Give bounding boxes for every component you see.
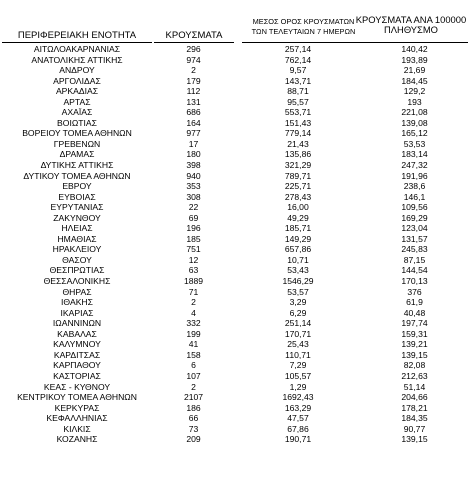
cell-region: ΔΡΑΜΑΣ: [59, 149, 95, 160]
cell-avg7: 190,71: [284, 434, 312, 445]
header-region: ΠΕΡΙΦΕΡΕΙΑΚΗ ΕΝΟΤΗΤΑ: [17, 30, 137, 41]
cell-region: ΔΥΤΙΚΗΣ ΑΤΤΙΚΗΣ: [40, 160, 114, 171]
cell-region: ΚΕΝΤΡΙΚΟΥ ΤΟΜΕΑ ΑΘΗΝΩΝ: [17, 392, 137, 403]
cell-avg7: 170,71: [284, 328, 312, 339]
cell-cases: 353: [186, 181, 201, 192]
cell-per100k: 146,1: [403, 191, 426, 202]
cell-region: ΕΥΡΥΤΑΝΙΑΣ: [50, 202, 104, 213]
cell-cases: 164: [186, 117, 201, 128]
cell-cases: 73: [188, 423, 199, 434]
cell-avg7: 110,71: [285, 349, 311, 360]
cell-region: ΗΜΑΘΙΑΣ: [57, 233, 97, 244]
table-row: [2, 244, 468, 255]
cell-avg7: 47,57: [287, 413, 309, 424]
cell-avg7: 9,57: [289, 65, 307, 76]
cases-table-sheet: [2, 6, 468, 445]
cell-per100k: 90,77: [403, 423, 426, 434]
cell-per100k: 139,15: [401, 349, 428, 360]
cell-avg7: 88,71: [287, 86, 309, 97]
cell-avg7: 95,57: [287, 96, 309, 107]
table-row: [2, 86, 468, 97]
header-underline-per100k: [354, 42, 468, 43]
table-row: [2, 44, 468, 55]
header-underline-cases: [154, 42, 234, 43]
cell-avg7: 21,43: [287, 138, 309, 149]
header-per100k: [354, 15, 468, 35]
cell-region: ΑΡΚΑΔΙΑΣ: [55, 86, 99, 97]
cell-avg7: 10,71: [287, 254, 309, 265]
cell-per100k: 139,15: [401, 434, 428, 445]
cell-per100k: 197,74: [401, 318, 428, 329]
cell-per100k: 82,08: [403, 360, 426, 371]
cell-avg7: 185,71: [284, 223, 312, 234]
cell-avg7: 1546,29: [282, 276, 314, 287]
cell-cases: 296: [186, 44, 201, 54]
header-avg7: [240, 17, 367, 37]
table-row: [2, 118, 468, 129]
cell-avg7: 657,86: [284, 244, 312, 255]
cell-per100k: 193: [407, 96, 422, 107]
cell-region: ΚΟΖΑΝΗΣ: [56, 434, 98, 445]
cell-region: ΚΕΑΣ - ΚΥΘΝΟΥ: [43, 381, 111, 392]
cell-region: ΕΥΒΟΙΑΣ: [58, 191, 96, 202]
cell-region: ΑΡΤΑΣ: [63, 96, 91, 107]
header-underline-avg7: [242, 42, 365, 43]
cell-region: ΒΟΡΕΙΟΥ ΤΟΜΕΑ ΑΘΗΝΩΝ: [22, 128, 132, 139]
cell-cases: 180: [186, 149, 201, 160]
cell-region: ΔΥΤΙΚΟΥ ΤΟΜΕΑ ΑΘΗΝΩΝ: [23, 170, 131, 181]
cell-per100k: 169,29: [401, 212, 428, 223]
header-underline-region: [2, 42, 152, 43]
header-per100k-line2: ΠΛΗΘΥΣΜΟ: [384, 24, 438, 35]
table-row: [2, 329, 468, 340]
cell-avg7: 779,14: [284, 128, 312, 139]
cell-cases: 185: [186, 233, 201, 244]
cell-per100k: 139,08: [401, 117, 428, 128]
header-per100k-line1: ΚΡΟΥΣΜΑΤΑ ΑΝΑ 100000: [355, 14, 467, 25]
cell-per100k: 40,48: [403, 307, 426, 318]
cell-region: ΙΩΑΝΝΙΝΩΝ: [52, 318, 102, 329]
header-cases: ΚΡΟΥΣΜΑΤΑ: [165, 30, 223, 41]
table-row: [2, 160, 468, 171]
cell-avg7: 553,71: [284, 107, 312, 118]
cell-per100k: 238,6: [403, 181, 426, 192]
cell-cases: 2107: [183, 392, 204, 403]
cell-avg7: 25,43: [287, 339, 309, 350]
cell-region: ΚΑΣΤΟΡΙΑΣ: [53, 370, 101, 381]
table-row: [2, 392, 468, 403]
cell-region: ΗΛΕΙΑΣ: [61, 223, 93, 234]
table-row: [2, 371, 468, 382]
cell-region: ΑΝΑΤΟΛΙΚΗΣ ΑΤΤΙΚΗΣ: [31, 54, 123, 65]
table-row: [2, 339, 468, 350]
cell-per100k: 178,21: [401, 402, 428, 413]
cell-cases: 1889: [183, 276, 204, 287]
table-row: [2, 128, 468, 139]
cell-avg7: 3,29: [289, 297, 307, 308]
cell-cases: 199: [186, 328, 201, 339]
cell-per100k: 144,54: [401, 265, 428, 276]
table-row: [2, 276, 468, 287]
cell-avg7: 49,29: [287, 212, 309, 223]
cell-region: ΚΕΡΚΥΡΑΣ: [54, 402, 100, 413]
cell-cases: 2: [191, 65, 196, 76]
cell-region: ΒΟΙΩΤΙΑΣ: [57, 117, 97, 128]
cell-avg7: 6,29: [289, 307, 307, 318]
cell-avg7: 105,57: [284, 370, 312, 381]
table-row: [2, 202, 468, 213]
cell-cases: 17: [188, 138, 199, 149]
cell-region: ΘΑΣΟΥ: [62, 254, 92, 265]
cell-per100k: 139,21: [401, 339, 428, 350]
header-avg7-line2: ΤΩΝ ΤΕΛΕΥΤΑΙΩΝ 7 ΗΜΕΡΩΝ: [251, 27, 356, 36]
cell-cases: 131: [186, 96, 201, 107]
cell-cases: 977: [186, 128, 201, 139]
table-row: [2, 382, 468, 393]
table-row: [2, 265, 468, 276]
cell-cases: 41: [188, 339, 199, 350]
table-row: [2, 139, 468, 150]
table-row: [2, 255, 468, 266]
table-row: [2, 149, 468, 160]
cell-avg7: 53,57: [287, 286, 309, 297]
cell-region: ΓΡΕΒΕΝΩΝ: [53, 138, 101, 149]
cell-cases: 332: [186, 318, 201, 329]
cell-region: ΙΘΑΚΗΣ: [61, 297, 93, 308]
cell-per100k: 21,69: [403, 65, 426, 76]
cell-region: ΑΙΤΩΛΟΑΚΑΡΝΑΝΙΑΣ: [33, 44, 121, 54]
cell-cases: 940: [186, 170, 201, 181]
cell-per100k: 140,42: [401, 44, 428, 54]
cell-region: ΘΗΡΑΣ: [62, 286, 92, 297]
cell-avg7: 1692,43: [282, 392, 314, 403]
table-row: [2, 223, 468, 234]
cell-cases: 22: [188, 202, 199, 213]
cell-per100k: 131,57: [401, 233, 428, 244]
cell-region: ΑΡΓΟΛΙΔΑΣ: [53, 75, 101, 86]
cell-per100k: 193,89: [401, 54, 428, 65]
cell-per100k: 376: [407, 286, 422, 297]
cell-per100k: 184,35: [401, 413, 428, 424]
cell-avg7: 278,43: [284, 191, 312, 202]
table-header: [2, 6, 468, 42]
cell-cases: 4: [191, 307, 196, 318]
cell-cases: 196: [186, 223, 201, 234]
cell-region: ΚΑΡΠΑΘΟΥ: [53, 360, 101, 371]
cell-region: ΑΧΑΪΑΣ: [61, 107, 93, 118]
cell-cases: 2: [191, 381, 196, 392]
cell-region: ΕΒΡΟΥ: [62, 181, 92, 192]
table-row: [2, 55, 468, 66]
table-row: [2, 76, 468, 87]
cell-cases: 107: [186, 370, 201, 381]
cell-per100k: 170,13: [401, 276, 428, 287]
cell-region: ΖΑΚΥΝΘΟΥ: [53, 212, 101, 223]
cell-avg7: 53,43: [287, 265, 309, 276]
cell-cases: 751: [186, 244, 201, 255]
cell-cases: 398: [186, 160, 201, 171]
cell-avg7: 149,29: [284, 233, 312, 244]
cell-region: ΚΑΡΔΙΤΣΑΣ: [53, 349, 101, 360]
cell-per100k: 183,14: [401, 149, 428, 160]
table-body: [2, 44, 468, 445]
cell-avg7: 163,29: [284, 402, 312, 413]
cell-cases: 209: [186, 434, 201, 445]
cell-per100k: 165,12: [401, 128, 428, 139]
cell-per100k: 61,9: [406, 297, 423, 308]
cell-per100k: 191,96: [401, 170, 428, 181]
cell-region: ΚΑΒΑΛΑΣ: [57, 328, 97, 339]
cell-cases: 308: [186, 191, 201, 202]
cell-avg7: 7,29: [289, 360, 307, 371]
cell-cases: 112: [186, 86, 201, 97]
table-row: [2, 360, 468, 371]
cell-region: ΑΝΔΡΟΥ: [59, 65, 95, 76]
cell-per100k: 245,83: [401, 244, 428, 255]
cell-per100k: 204,66: [401, 392, 428, 403]
cell-region: ΘΕΣΣΑΛΟΝΙΚΗΣ: [43, 276, 111, 287]
table-row: [2, 107, 468, 118]
table-row: [2, 181, 468, 192]
cell-region: ΙΚΑΡΙΑΣ: [60, 307, 94, 318]
table-row: [2, 192, 468, 203]
cell-avg7: 225,71: [284, 181, 312, 192]
cell-cases: 12: [188, 254, 199, 265]
cell-avg7: 321,29: [284, 160, 312, 171]
cell-per100k: 212,63: [401, 370, 428, 381]
cell-cases: 71: [188, 286, 199, 297]
table-row: [2, 403, 468, 414]
cell-cases: 2: [191, 297, 196, 308]
table-row: [2, 350, 468, 361]
cell-avg7: 16,00: [287, 202, 309, 213]
cell-avg7: 257,14: [284, 44, 312, 54]
cell-per100k: 221,08: [401, 107, 428, 118]
table-row: [2, 287, 468, 298]
table-row: [2, 424, 468, 435]
cell-per100k: 123,04: [401, 223, 428, 234]
table-row: [2, 171, 468, 182]
cell-cases: 6: [191, 360, 196, 371]
cell-per100k: 51,14: [403, 381, 426, 392]
cell-region: ΚΑΛΥΜΝΟΥ: [53, 339, 101, 350]
cell-per100k: 184,45: [401, 75, 428, 86]
cell-per100k: 129,2: [403, 86, 426, 97]
table-row: [2, 318, 468, 329]
table-row: [2, 234, 468, 245]
cell-cases: 66: [188, 413, 199, 424]
cell-cases: 63: [188, 265, 199, 276]
cell-avg7: 762,14: [284, 54, 312, 65]
cell-region: ΗΡΑΚΛΕΙΟΥ: [52, 244, 102, 255]
cell-per100k: 53,53: [403, 138, 426, 149]
cell-region: ΚΙΛΚΙΣ: [63, 423, 91, 434]
cell-avg7: 1,29: [289, 381, 307, 392]
table-row: [2, 434, 468, 445]
table-row: [2, 213, 468, 224]
cell-region: ΚΕΦΑΛΛΗΝΙΑΣ: [46, 413, 108, 424]
cell-cases: 158: [186, 349, 201, 360]
cell-avg7: 789,71: [284, 170, 312, 181]
cell-avg7: 151,43: [284, 117, 312, 128]
header-avg7-line1: ΜΕΣΟΣ ΟΡΟΣ ΚΡΟΥΣΜΑΤΩΝ: [252, 17, 355, 26]
cases-table: [2, 44, 468, 445]
cell-avg7: 135,86: [284, 149, 312, 160]
cell-avg7: 251,14: [284, 318, 312, 329]
table-row: [2, 97, 468, 108]
cell-per100k: 159,31: [401, 328, 428, 339]
cell-per100k: 109,56: [401, 202, 428, 213]
cell-region: ΘΕΣΠΡΩΤΙΑΣ: [49, 265, 105, 276]
cell-cases: 974: [186, 54, 201, 65]
cell-per100k: 87,15: [403, 254, 426, 265]
cell-avg7: 67,86: [287, 423, 309, 434]
table-row: [2, 308, 468, 319]
cell-cases: 179: [186, 75, 201, 86]
cell-cases: 69: [188, 212, 199, 223]
table-row: [2, 65, 468, 76]
table-row: [2, 297, 468, 308]
cell-cases: 686: [186, 107, 201, 118]
cell-cases: 186: [186, 402, 201, 413]
table-row: [2, 413, 468, 424]
cell-per100k: 247,32: [401, 160, 428, 171]
cell-avg7: 143,71: [284, 75, 312, 86]
